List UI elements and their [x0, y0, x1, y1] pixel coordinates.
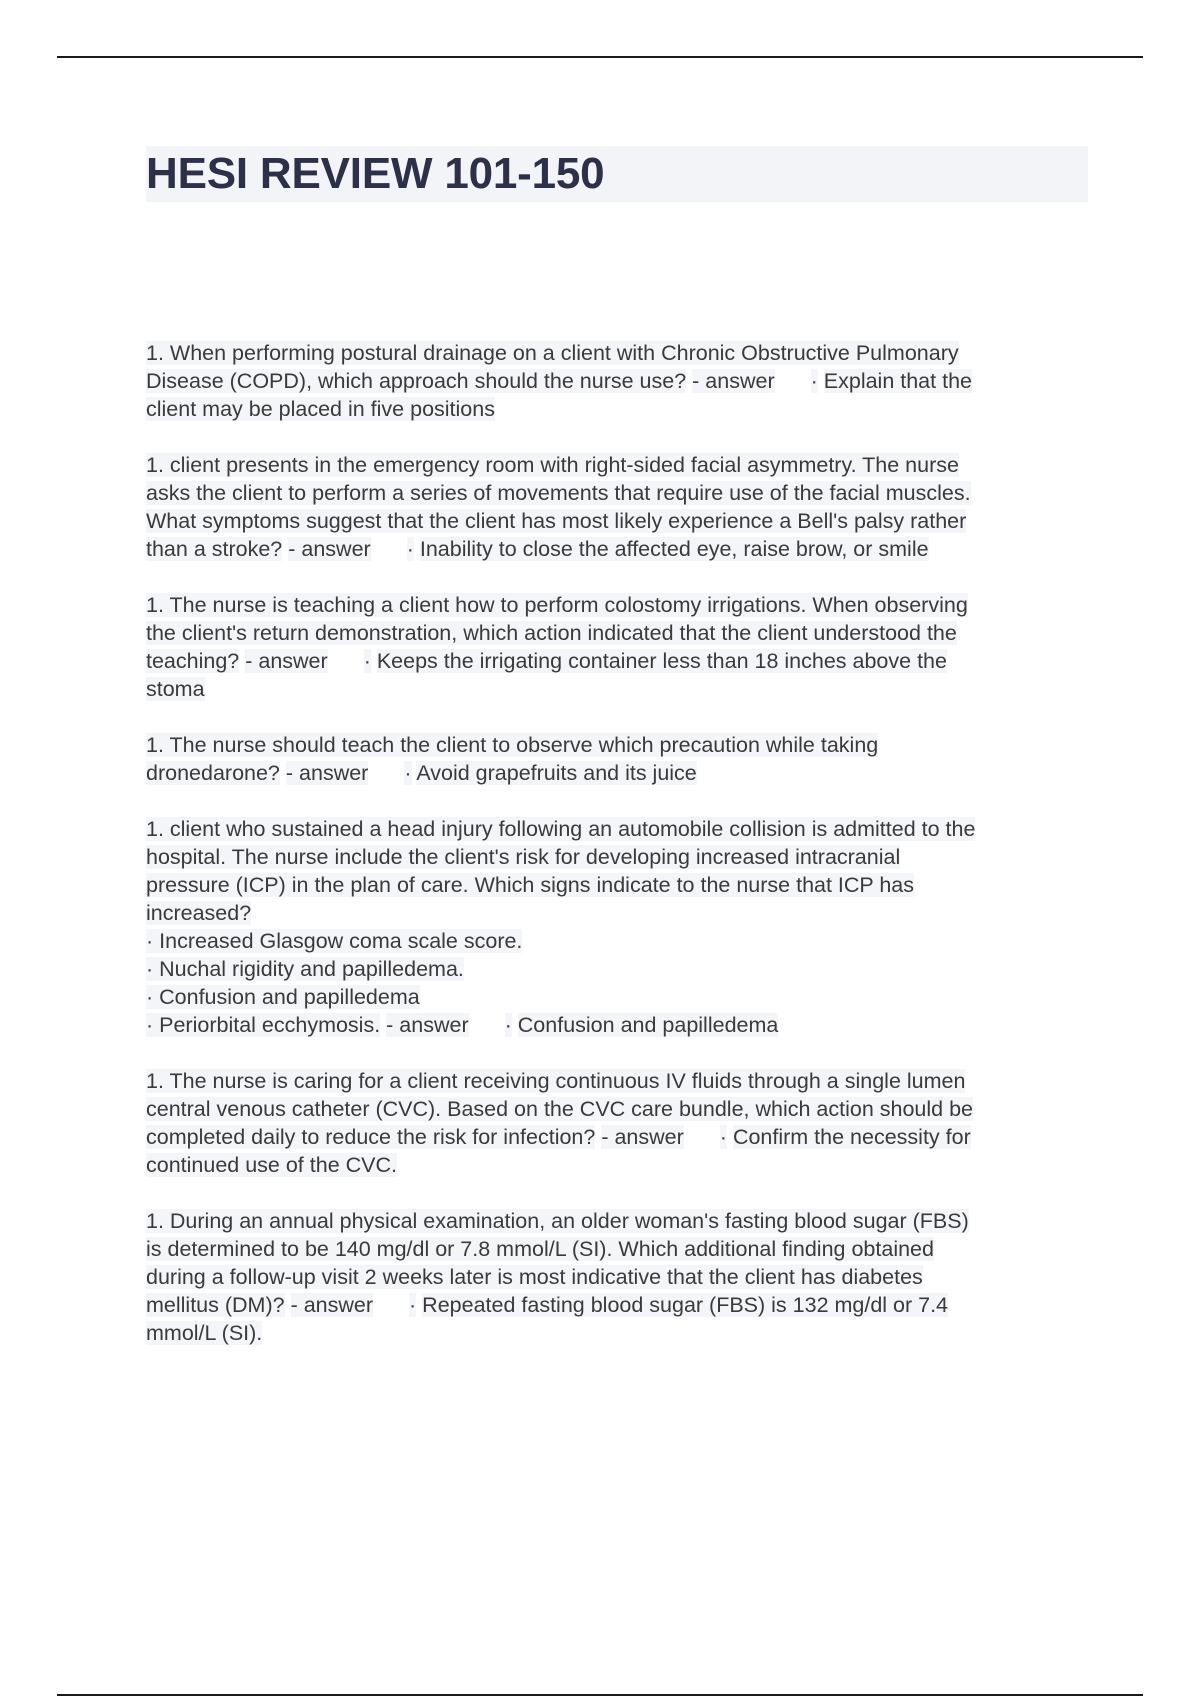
- question-text: than a stroke?: [146, 537, 283, 561]
- question-line: [146, 1123, 1081, 1151]
- answer-marker: - answer: [386, 1013, 469, 1037]
- question-text: 1. The nurse should teach the client to observe which precaution while taking: [146, 733, 879, 757]
- answer-bullet: ·: [406, 537, 414, 561]
- qa-list: [146, 339, 1081, 1375]
- answer-text: Repeated fasting blood sugar (FBS) is 132 mg/dl or 7.4: [422, 1293, 949, 1317]
- question-line: [146, 1207, 1081, 1235]
- question-line: [146, 339, 1081, 367]
- question-text: 1. The nurse is teaching a client how to perform colostomy irrigations. When observing: [146, 593, 968, 617]
- question-line: [146, 759, 1081, 787]
- answer-bullet: ·: [504, 1013, 512, 1037]
- question-text: the client's return demonstration, which action indicated that the client understood the: [146, 621, 957, 645]
- qa-item: [146, 815, 1081, 1039]
- qa-item: [146, 451, 1081, 563]
- question-line: [146, 731, 1081, 759]
- question-text: Disease (COPD), which approach should the nurse use?: [146, 369, 687, 393]
- answer-continuation: stoma: [146, 677, 205, 701]
- answer-marker: - answer: [692, 369, 775, 393]
- question-text: 1. The nurse is caring for a client receiving continuous IV fluids through a single lumen: [146, 1069, 966, 1093]
- question-text: 1. client presents in the emergency room with right-sided facial asymmetry. The nurse: [146, 453, 959, 477]
- question-text: · Increased Glasgow coma scale score.: [146, 929, 523, 953]
- answer-text: Inability to close the affected eye, raise brow, or smile: [419, 537, 929, 561]
- qa-item: [146, 591, 1081, 703]
- question-text: during a follow-up visit 2 weeks later is most indicative that the client has diabetes: [146, 1265, 923, 1289]
- header-rule: [57, 56, 1143, 58]
- question-text: What symptoms suggest that the client has most likely experience a Bell's palsy rather: [146, 509, 967, 533]
- answer-line: [146, 1151, 1081, 1179]
- question-text: hospital. The nurse include the client's risk for developing increased intracranial: [146, 845, 901, 869]
- question-line: [146, 983, 1081, 1011]
- question-text: increased?: [146, 901, 252, 925]
- answer-text: Keeps the irrigating container less than 18 inches above the: [376, 649, 947, 673]
- question-text: pressure (ICP) in the plan of care. Which signs indicate to the nurse that ICP has: [146, 873, 915, 897]
- question-text: mellitus (DM)?: [146, 1293, 285, 1317]
- qa-item: [146, 339, 1081, 423]
- qa-item: [146, 1207, 1081, 1347]
- question-text: dronedarone?: [146, 761, 280, 785]
- answer-continuation: client may be placed in five positions: [146, 397, 495, 421]
- question-line: [146, 619, 1081, 647]
- question-line: [146, 899, 1081, 927]
- answer-bullet: ·: [409, 1293, 417, 1317]
- question-line: [146, 927, 1081, 955]
- question-text: · Nuchal rigidity and papilledema.: [146, 957, 464, 981]
- answer-marker: - answer: [285, 761, 369, 785]
- question-text: completed daily to reduce the risk for infection?: [146, 1125, 596, 1149]
- question-text: central venous catheter (CVC). Based on the CVC care bundle, which action should be: [146, 1097, 974, 1121]
- question-line: [146, 843, 1081, 871]
- question-text: 1. When performing postural drainage on a client with Chronic Obstructive Pulmonary: [146, 341, 959, 365]
- document-title: HESI REVIEW 101-150: [146, 149, 605, 198]
- answer-continuation: mmol/L (SI).: [146, 1321, 263, 1345]
- question-line: [146, 1095, 1081, 1123]
- question-text: · Confusion and papilledema: [146, 985, 420, 1009]
- answer-bullet: ·: [363, 649, 371, 673]
- question-line: [146, 1067, 1081, 1095]
- question-line: [146, 1235, 1081, 1263]
- answer-text: Confusion and papilledema: [517, 1013, 779, 1037]
- qa-item: [146, 1067, 1081, 1179]
- question-line: [146, 815, 1081, 843]
- question-line: [146, 955, 1081, 983]
- answer-marker: - answer: [290, 1293, 374, 1317]
- question-line: [146, 591, 1081, 619]
- question-text: teaching?: [146, 649, 240, 673]
- question-text: is determined to be 140 mg/dl or 7.8 mmol/L (SI). Which additional finding obtained: [146, 1237, 934, 1261]
- answer-text: Confirm the necessity for: [732, 1125, 971, 1149]
- answer-continuation: continued use of the CVC.: [146, 1153, 397, 1177]
- answer-line: [146, 1319, 1081, 1347]
- question-line: [146, 535, 1081, 563]
- answer-marker: - answer: [245, 649, 328, 673]
- question-line: [146, 507, 1081, 535]
- answer-marker: - answer: [601, 1125, 684, 1149]
- footer-rule: [57, 1694, 1143, 1696]
- answer-bullet: ·: [810, 369, 818, 393]
- answer-bullet: ·: [719, 1125, 727, 1149]
- answer-line: [146, 675, 1081, 703]
- answer-line: [146, 395, 1081, 423]
- question-text: · Periorbital ecchymosis.: [146, 1013, 381, 1037]
- question-line: [146, 1263, 1081, 1291]
- question-line: [146, 367, 1081, 395]
- question-line: [146, 479, 1081, 507]
- question-line: [146, 1291, 1081, 1319]
- question-text: asks the client to perform a series of movements that require use of the facial muscles.: [146, 481, 971, 505]
- answer-marker: - answer: [288, 537, 371, 561]
- answer-text: Avoid grapefruits and its juice: [416, 761, 697, 785]
- question-text: 1. client who sustained a head injury following an automobile collision is admitted to the: [146, 817, 976, 841]
- question-text: 1. During an annual physical examination, an older woman's fasting blood sugar (FBS): [146, 1209, 969, 1233]
- question-line: [146, 647, 1081, 675]
- question-line: [146, 1011, 1081, 1039]
- qa-item: [146, 731, 1081, 787]
- answer-bullet: ·: [404, 761, 412, 785]
- answer-text: Explain that the: [823, 369, 972, 393]
- question-line: [146, 871, 1081, 899]
- question-line: [146, 451, 1081, 479]
